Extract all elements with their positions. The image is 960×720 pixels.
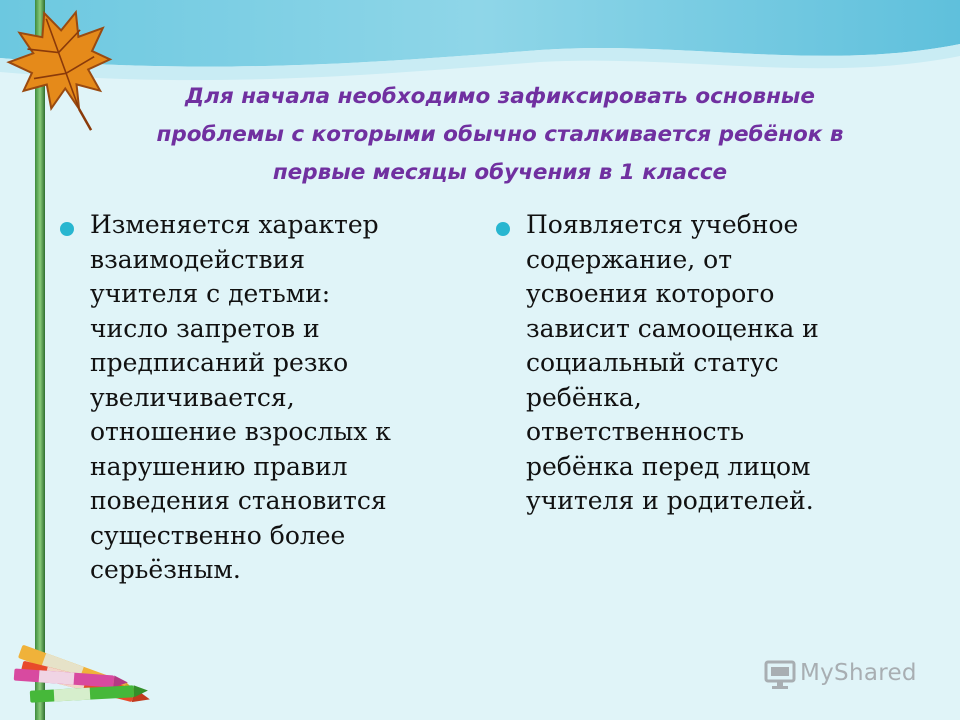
text-line: содержание, от [526,244,733,274]
title-line: первые месяцы обучения в 1 классе [272,160,728,185]
text-line: отношение взрослых к [90,417,391,446]
text-line: предписаний резко [90,348,349,377]
text-line: взаимодействия [90,244,305,274]
text-line: усвоения которого [526,279,775,308]
text-line: ответственность [526,417,745,446]
text-line: учителя и родителей. [526,486,814,515]
text-line: ребёнка перед лицом [526,451,811,481]
text-line: Изменяется характер [90,210,379,239]
title-line: проблемы с которыми обычно сталкивается ребёнок в [156,122,844,147]
text-line: увеличивается, [90,382,295,412]
myshared-watermark [764,655,934,695]
text-line: число запретов и [90,313,320,343]
text-line: Появляется учебное [526,210,799,239]
text-line: учителя с детьми: [90,279,331,308]
text-line: ребёнка, [526,382,642,412]
text-line: существенно более [90,520,346,550]
title-line: Для начала необходимо зафиксировать основные [185,84,815,109]
monitor-icon [764,658,798,692]
text-line: серьёзным. [90,555,241,584]
slide-title [52,78,948,192]
bullet-icon [496,222,510,236]
text-line: нарушению правил [90,451,348,481]
right-bullet-text [526,208,819,519]
watermark-text: MyShared [800,660,917,686]
left-bullet-text [90,208,391,588]
text-line: поведения становится [90,486,387,515]
bullet-icon [60,222,74,236]
decorative-pole [35,0,45,720]
text-line: социальный статус [526,348,779,377]
text-line: зависит самооценка и [526,313,819,343]
